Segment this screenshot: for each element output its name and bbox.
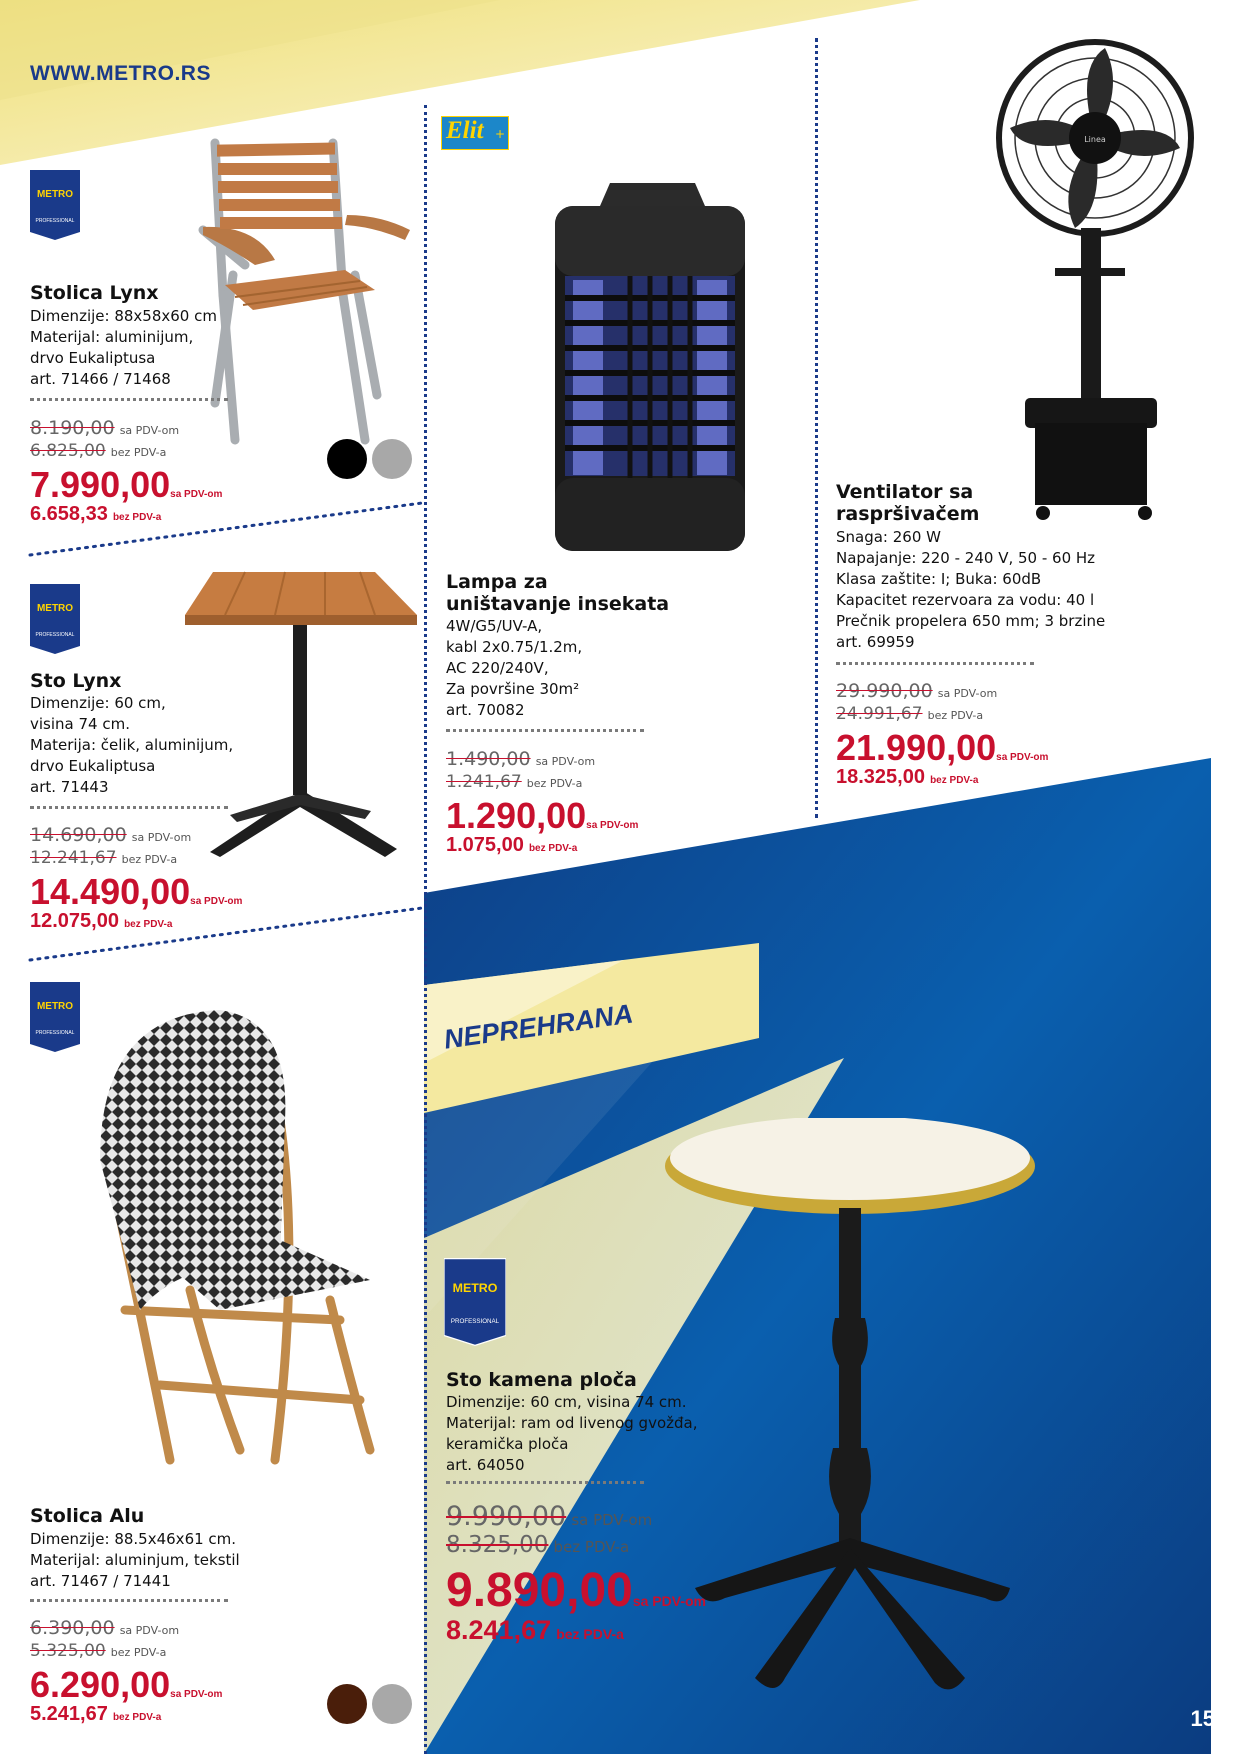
- svg-text:METRO: METRO: [36, 1001, 74, 1012]
- page-number: 15: [1190, 1706, 1215, 1731]
- column-divider-right: [815, 38, 818, 818]
- product-description: Snaga: 260 W Napajanje: 220 - 240 V, 50 - 60 Hz Klasa zaštite: I; Buka: 60dB Kapacitet rezervoara za vodu: 40 l Prečnik propelera 650 mm; 3 brzine art. 69959: [836, 528, 1106, 651]
- new-price-net: 5.241,67 bez PDV-a: [30, 1703, 162, 1725]
- old-price-gross: 1.490,00 sa PDV-om: [446, 748, 596, 770]
- product-description: Dimenzije: 60 cm, visina 74 cm. Materija: čelik, aluminijum, drvo Eukaliptusa art. 71443: [30, 694, 234, 796]
- svg-text:PROFESSIONAL: PROFESSIONAL: [450, 1318, 500, 1326]
- new-price-gross: 21.990,00sa PDV-om: [836, 727, 1049, 768]
- old-price-gross: 9.990,00 sa PDV-om: [446, 1501, 653, 1532]
- lampa-insekti-image[interactable]: [555, 178, 750, 553]
- old-price-net: 24.991,67 bez PDV-a: [836, 704, 984, 724]
- new-price-gross: 1.290,00sa PDV-om: [446, 795, 639, 836]
- new-price-net: 6.658,33 bez PDV-a: [30, 503, 162, 525]
- old-price-gross: 6.390,00 sa PDV-om: [30, 1617, 180, 1639]
- color-swatch-gray[interactable]: [372, 439, 412, 479]
- old-price-gross: 8.190,00 sa PDV-om: [30, 417, 180, 439]
- old-price-net: 6.825,00 bez PDV-a: [30, 441, 167, 461]
- product-title: Stolica Lynx: [30, 282, 159, 304]
- color-swatch-black[interactable]: [327, 439, 367, 479]
- new-price-net: 8.241,67 bez PDV-a: [446, 1615, 624, 1645]
- svg-text:METRO: METRO: [452, 1281, 498, 1296]
- stolica-lynx-image[interactable]: [195, 135, 425, 450]
- metro-professional-logo: [30, 584, 80, 654]
- old-price-net: 5.325,00 bez PDV-a: [30, 1641, 167, 1661]
- product-title: Sto Lynx: [30, 670, 122, 692]
- color-swatch-brown[interactable]: [327, 1684, 367, 1724]
- website-url[interactable]: WWW.METRO.RS: [30, 62, 211, 85]
- color-swatch-gray[interactable]: [372, 1684, 412, 1724]
- price-divider: [446, 729, 644, 732]
- old-price-gross: 29.990,00 sa PDV-om: [836, 680, 998, 702]
- new-price-gross: 14.490,00sa PDV-om: [30, 871, 243, 912]
- product-title: Stolica Alu: [30, 1505, 145, 1527]
- product-title: Lampa za uništavanje insekata: [446, 571, 670, 615]
- ventilator-image[interactable]: [995, 38, 1195, 533]
- product-title: Sto kamena ploča: [446, 1369, 637, 1391]
- metro-professional-logo: [444, 1258, 506, 1346]
- elit-plus-logo: Elit +: [441, 116, 509, 150]
- svg-text:Linea: Linea: [1084, 135, 1106, 144]
- svg-text:PROFESSIONAL: PROFESSIONAL: [35, 218, 75, 224]
- svg-text:PROFESSIONAL: PROFESSIONAL: [35, 632, 75, 638]
- old-price-net: 8.325,00 bez PDV-a: [446, 1532, 630, 1558]
- new-price-gross: 7.990,00sa PDV-om: [30, 464, 223, 505]
- new-price-gross: 6.290,00sa PDV-om: [30, 1664, 223, 1705]
- new-price-net: 18.325,00 bez PDV-a: [836, 766, 979, 788]
- svg-text:METRO: METRO: [36, 189, 74, 200]
- product-title: Ventilator sa raspršivačem: [836, 481, 980, 525]
- metro-professional-logo: [30, 982, 80, 1052]
- new-price-net: 12.075,00 bez PDV-a: [30, 910, 173, 932]
- old-price-gross: 14.690,00 sa PDV-om: [30, 824, 192, 846]
- price-divider: [30, 1599, 228, 1602]
- new-price-gross: 9.890,00sa PDV-om: [446, 1564, 706, 1617]
- old-price-net: 12.241,67 bez PDV-a: [30, 848, 178, 868]
- product-description: 4W/G5/UV-A, kabl 2x0.75/1.2m, AC 220/240V, Za površine 30m² art. 70082: [446, 617, 583, 719]
- new-price-net: 1.075,00 bez PDV-a: [446, 834, 578, 856]
- price-divider: [30, 806, 228, 809]
- product-description: Dimenzije: 88x58x60 cm Materijal: aluminijum, drvo Eukaliptusa art. 71466 / 71468: [30, 307, 217, 388]
- product-description: Dimenzije: 88.5x46x61 cm. Materijal: aluminjum, tekstil art. 71467 / 71441: [30, 1530, 240, 1590]
- price-divider: [30, 398, 228, 401]
- svg-text:METRO: METRO: [36, 603, 74, 614]
- metro-professional-logo: [30, 170, 80, 240]
- price-divider: [446, 1481, 644, 1484]
- svg-text:PROFESSIONAL: PROFESSIONAL: [35, 1030, 75, 1036]
- stolica-alu-image[interactable]: [100, 1010, 390, 1465]
- product-description: Dimenzije: 60 cm, visina 74 cm. Materijal: ram od livenog gvožđa, keramička ploča art. 64050: [446, 1393, 698, 1474]
- old-price-net: 1.241,67 bez PDV-a: [446, 772, 583, 792]
- neprehrana-label: NEPREHRANA: [442, 998, 635, 1055]
- price-divider: [836, 662, 1034, 665]
